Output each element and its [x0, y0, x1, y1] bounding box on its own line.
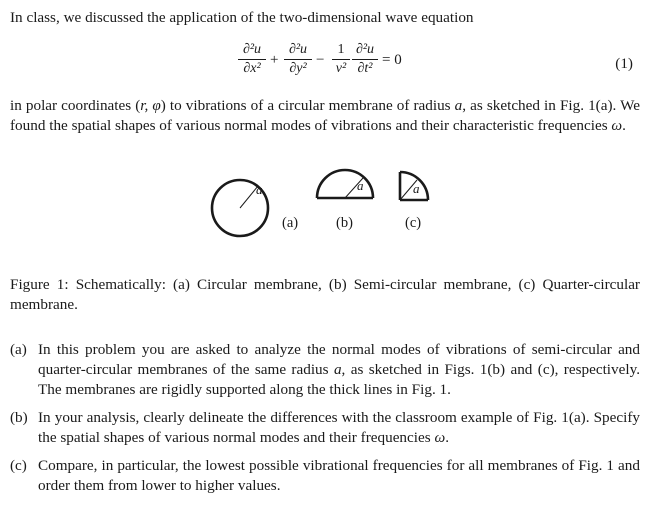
problem-item-c: (c) Compare, in particular, the lowest possible vibrational frequencies for all membranes of Fig. 1 and order them from lower to higher values.: [10, 457, 640, 494]
term-1-over-v2: 1 v²: [332, 42, 350, 77]
figure-label-c: (c): [405, 215, 422, 231]
equation-number: (1): [615, 55, 633, 72]
problem-item-a: (a) In this problem you are asked to analyze the normal modes of vibrations of semi-circular and quarter-circular membranes of the same radius a, as sketched in Figs. 1(b) and (c), respectively. The membranes are rigidly supported along the thick lines in Fig. 1.: [10, 341, 640, 398]
minus-sign: −: [316, 52, 325, 68]
polar-paragraph: in polar coordinates (r, φ) to vibrations of a circular membrane of radius a, as sketched in Fig. 1(a). We found the spatial shapes of various normal modes of vibrations and their characteristic frequencies ω.: [10, 97, 640, 134]
radius-label-b: a: [357, 178, 364, 193]
figure-label-a: (a): [282, 215, 299, 231]
equals-zero: = 0: [382, 52, 402, 68]
semicircular-membrane: [317, 170, 373, 198]
item-label: (c): [10, 457, 27, 474]
problem-item-b: (b) In your analysis, clearly delineate the differences with the classroom example of Fig. 1(a). Specify the spatial shapes of various normal modes and their frequencies ω.: [10, 409, 640, 446]
figure-caption: Figure 1: Schematically: (a) Circular membrane, (b) Semi-circular membrane, (c) Quarter-circular membrane.: [10, 276, 640, 313]
problem-items: [10, 340, 640, 496]
term-d2u-dx2: ∂²u ∂x²: [238, 42, 266, 77]
membrane-sketches: [205, 160, 445, 250]
intro-paragraph: In class, we discussed the application of the two-dimensional wave equation: [10, 9, 474, 26]
figure-1: [205, 160, 445, 250]
term-d2u-dy2: ∂²u ∂y²: [284, 42, 312, 77]
radius-label-a: a: [256, 182, 263, 197]
wave-equation: [238, 42, 418, 82]
item-label: (b): [10, 409, 28, 426]
plus-sign: +: [270, 52, 279, 68]
term-d2u-dt2: ∂²u ∂t²: [352, 42, 378, 77]
figure-label-b: (b): [336, 215, 353, 231]
radius-label-c: a: [413, 181, 420, 196]
item-label: (a): [10, 341, 27, 358]
